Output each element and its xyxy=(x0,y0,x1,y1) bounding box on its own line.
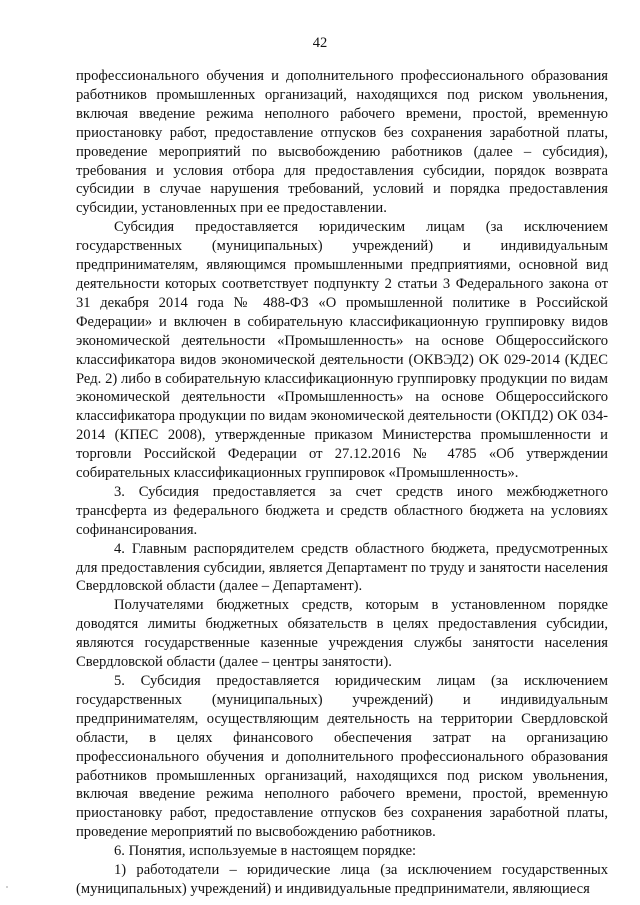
document-body xyxy=(76,67,608,899)
paragraph-item-6: 6. Понятия, используемые в настоящем порядке: xyxy=(114,843,417,860)
paragraph-budget-recipients: Получателями бюджетных средств, которым в установленном порядке доводятся лимиты бюджетных обязательств в целях предоставления субсидии, являются государственные казенные учреждения службы занятости населения Свердловской области (далее – центры занятости). xyxy=(76,597,608,671)
scan-speck xyxy=(6,886,8,888)
paragraph-item-4: 4. Главным распорядителем средств областного бюджета, предусмотренных для предоставления субсидии, является Департамент по труду и занятости населения Свердловской области (далее – Департамент). xyxy=(76,540,608,595)
page-number: 42 xyxy=(312,35,328,51)
paragraph-item-3: 3. Субсидия предоставляется за счет средств иного межбюджетного трансферта из федерального бюджета и средств областного бюджета на условиях софинансирования. xyxy=(76,483,608,538)
paragraph-item-5: 5. Субсидия предоставляется юридическим лицам (за исключением государственных (муниципальных) учреждений) и индивидуальным предпринимателям, осуществляющим деятельность на территории Свердловской области, в целях финансового обеспечения затрат на организацию профессионального обучения и дополнительного профессионального образования работников промышленных организаций, находящихся под риском увольнения, включая введение режима неполного рабочего времени, простой, временную приостановку работ, предоставление отпусков без сохранения заработной платы, проведение мероприятий по высвобождению работников. xyxy=(76,673,608,841)
paragraph-continuation: профессионального обучения и дополнительного профессионального образования работников промышленных организаций, находящихся под риском увольнения, включая введение режима неполного рабочего времени, простой, временную приостановку работ, предоставление отпусков без сохранения заработной платы, проведение мероприятий по высвобождению работников (далее – субсидия), требования и условия отбора для предоставления субсидии, порядок возврата субсидии в случае нарушения требований, условий и порядка предоставления субсидии, установленных при ее предоставлении. xyxy=(76,68,608,217)
paragraph-subsidy-recipients: Субсидия предоставляется юридическим лицам (за исключением государственных (муниципальных) учреждений) и индивидуальным предпринимателям, являющимся промышленными предприятиями, основной вид деятельности которых соответствует подпункту 2 статьи 3 Федерального закона от 31 декабря 2014 года № 488-ФЗ «О промышленной политике в Российской Федерации» и включен в собирательную классификационную группировку видов экономической деятельности «Промышленность» на основе Общероссийского классификатора видов экономической деятельности (ОКВЭД2) ОК 029-2014 (КДЕС Ред. 2) либо в собирательную классификационную группировку продукции по видам экономической деятельности «Промышленность» на основе Общероссийского классификатора продукции по видам экономической деятельности (ОКПД2) ОК 034-2014 (КПЕС 2008), утвержденные приказом Министерства промышленности и торговли Российской Федерации от 27.12.2016 № 4785 «Об утверждении собирательных классификационных группировок «Промышленность». xyxy=(76,219,608,482)
paragraph-subitem-1: 1) работодатели – юридические лица (за исключением государственных (муниципальных) учреждений) и индивидуальные предприниматели, являющиеся xyxy=(76,862,608,897)
